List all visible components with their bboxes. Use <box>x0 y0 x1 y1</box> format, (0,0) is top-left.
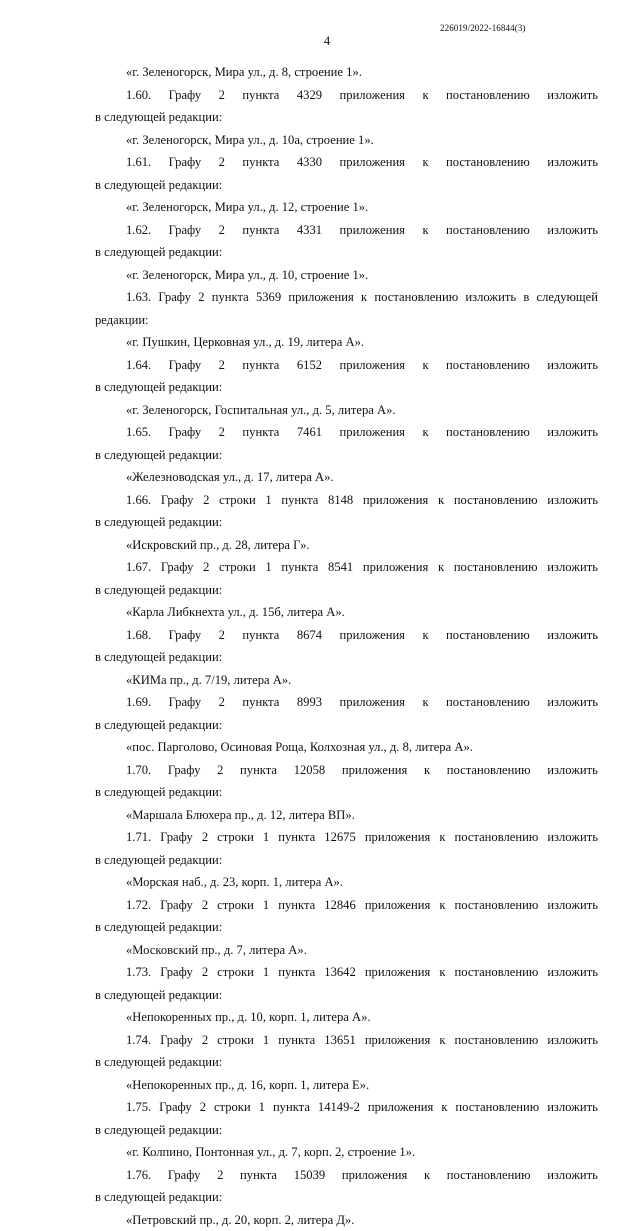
amendment-word: пункта <box>281 489 318 512</box>
amendment-word: к <box>439 826 445 849</box>
amendment-word: постановлению <box>446 151 530 174</box>
amendment-word: 1 <box>263 826 269 849</box>
document-number: 226019/2022-16844(3) <box>440 23 526 33</box>
amendment-word: Графу <box>160 826 193 849</box>
amendment-continuation: в следующей редакции: <box>95 106 598 129</box>
amendment-word: изложить <box>547 421 598 444</box>
amendment-word: 5369 <box>256 286 281 309</box>
amendment-word: постановлению <box>454 894 538 917</box>
amendment-address: «Непокоренных пр., д. 10, корп. 1, литера А». <box>95 1006 598 1029</box>
amendment-word: пункта <box>212 286 249 309</box>
amendment-word: 1 <box>263 894 269 917</box>
amendment-word: постановлению <box>447 1164 531 1187</box>
amendment-word: пункта <box>240 759 277 782</box>
amendment-word: 1.62. <box>126 219 151 242</box>
amendment-word: 4329 <box>297 84 322 107</box>
amendment-word: 2 <box>219 354 225 377</box>
amendment-word: постановлению <box>454 826 538 849</box>
amendment-word: к <box>439 961 445 984</box>
amendment-word: приложения <box>288 286 353 309</box>
amendment-word: пункта <box>242 151 279 174</box>
amendment-word: приложения <box>340 421 405 444</box>
amendment-line <box>95 961 598 984</box>
amendment-word: пункта <box>242 354 279 377</box>
amendment-word: 2 <box>202 826 208 849</box>
amendment-word: 1.74. <box>126 1029 151 1052</box>
document-body <box>95 61 598 1231</box>
amendment-word: следующей <box>537 286 598 309</box>
amendment-word: в <box>523 286 529 309</box>
amendment-address: «г. Колпино, Понтонная ул., д. 7, корп. 2, строение 1». <box>95 1141 598 1164</box>
amendment-continuation: в следующей редакции: <box>95 1051 598 1074</box>
amendment-word: приложения <box>365 961 430 984</box>
amendment-word: приложения <box>340 691 405 714</box>
amendment-word: строки <box>217 894 254 917</box>
amendment-word: 14149-2 <box>318 1096 360 1119</box>
amendment-continuation: в следующей редакции: <box>95 579 598 602</box>
amendment-word: к <box>439 1029 445 1052</box>
amendment-word: к <box>361 286 367 309</box>
amendment-word: постановлению <box>447 759 531 782</box>
amendment-word: приложения <box>368 1096 433 1119</box>
amendment-address: «г. Зеленогорск, Госпитальная ул., д. 5, литера А». <box>95 399 598 422</box>
amendment-word: постановлению <box>446 219 530 242</box>
amendment-word: постановлению <box>455 1096 539 1119</box>
amendment-word: постановлению <box>446 421 530 444</box>
amendment-word: Графу <box>169 219 202 242</box>
amendment-continuation: в следующей редакции: <box>95 714 598 737</box>
amendment-continuation: в следующей редакции: <box>95 916 598 939</box>
amendment-continuation: в следующей редакции: <box>95 781 598 804</box>
amendment-word: 2 <box>217 759 223 782</box>
amendment-word: приложения <box>340 84 405 107</box>
amendment-word: 2 <box>219 421 225 444</box>
amendment-continuation: в следующей редакции: <box>95 984 598 1007</box>
amendment-word: 2 <box>202 894 208 917</box>
amendment-line <box>95 624 598 647</box>
amendment-word: 12675 <box>324 826 355 849</box>
amendment-address: «г. Пушкин, Церковная ул., д. 19, литера А». <box>95 331 598 354</box>
amendment-word: 2 <box>200 1096 206 1119</box>
amendment-word: пункта <box>278 894 315 917</box>
amendment-word: Графу <box>169 84 202 107</box>
amendment-word: 1.75. <box>126 1096 151 1119</box>
amendment-word: изложить <box>547 759 598 782</box>
amendment-word: 1 <box>263 961 269 984</box>
amendment-word: постановлению <box>454 961 538 984</box>
amendment-continuation: в следующей редакции: <box>95 174 598 197</box>
amendment-word: постановлению <box>446 354 530 377</box>
amendment-word: 2 <box>203 489 209 512</box>
amendment-word: 2 <box>202 1029 208 1052</box>
amendment-word: к <box>441 1096 447 1119</box>
amendment-continuation: в следующей редакции: <box>95 376 598 399</box>
amendment-word: к <box>422 219 428 242</box>
amendment-line <box>95 1164 598 1187</box>
amendment-word: постановлению <box>454 1029 538 1052</box>
amendment-word: приложения <box>342 1164 407 1187</box>
amendment-word: к <box>438 489 444 512</box>
amendment-word: приложения <box>342 759 407 782</box>
amendment-line <box>95 151 598 174</box>
amendment-word: изложить <box>547 489 598 512</box>
amendment-word: к <box>424 1164 430 1187</box>
amendment-continuation: в следующей редакции: <box>95 444 598 467</box>
amendment-address: «Морская наб., д. 23, корп. 1, литера А». <box>95 871 598 894</box>
amendment-word: 8993 <box>297 691 322 714</box>
amendment-word: 2 <box>198 286 204 309</box>
amendment-continuation: в следующей редакции: <box>95 241 598 264</box>
amendment-line <box>95 826 598 849</box>
amendment-word: 6152 <box>297 354 322 377</box>
amendment-word: к <box>422 691 428 714</box>
amendment-word: 13651 <box>324 1029 355 1052</box>
amendment-word: Графу <box>161 556 194 579</box>
amendment-word: 2 <box>219 691 225 714</box>
amendment-word: строки <box>217 1029 254 1052</box>
amendment-word: Графу <box>160 894 193 917</box>
amendment-word: 2 <box>219 84 225 107</box>
amendment-word: 1.76. <box>126 1164 151 1187</box>
amendment-word: пункта <box>281 556 318 579</box>
amendment-word: 1.70. <box>126 759 151 782</box>
amendment-line <box>95 219 598 242</box>
amendment-word: 4331 <box>297 219 322 242</box>
amendment-continuation: в следующей редакции: <box>95 646 598 669</box>
amendment-word: изложить <box>465 286 516 309</box>
amendment-address: «г. Зеленогорск, Мира ул., д. 10, строение 1». <box>95 264 598 287</box>
amendment-word: 8148 <box>328 489 353 512</box>
amendment-address: «Карла Либкнехта ул., д. 15б, литера А». <box>95 601 598 624</box>
amendment-word: 1.67. <box>126 556 151 579</box>
amendment-word: Графу <box>158 286 191 309</box>
amendment-word: приложения <box>340 624 405 647</box>
amendment-line <box>95 556 598 579</box>
amendment-line <box>95 421 598 444</box>
amendment-continuation: редакции: <box>95 309 598 332</box>
amendment-line <box>95 691 598 714</box>
amendment-address: «Железноводская ул., д. 17, литера А». <box>95 466 598 489</box>
amendment-line <box>95 84 598 107</box>
amendment-continuation: в следующей редакции: <box>95 1186 598 1209</box>
amendment-word: Графу <box>169 421 202 444</box>
amendment-word: 2 <box>219 151 225 174</box>
amendment-word: 13642 <box>324 961 355 984</box>
amendment-word: Графу <box>169 624 202 647</box>
amendment-word: 1.63. <box>126 286 151 309</box>
amendment-word: постановлению <box>374 286 458 309</box>
amendment-line <box>95 286 598 309</box>
amendment-word: 2 <box>217 1164 223 1187</box>
amendment-word: изложить <box>547 624 598 647</box>
amendment-word: 2 <box>219 624 225 647</box>
amendment-word: приложения <box>340 151 405 174</box>
amendment-line <box>95 759 598 782</box>
amendment-word: Графу <box>168 1164 201 1187</box>
amendment-word: пункта <box>242 691 279 714</box>
amendment-word: к <box>439 894 445 917</box>
amendment-word: приложения <box>365 1029 430 1052</box>
amendment-word: постановлению <box>454 556 538 579</box>
amendment-word: постановлению <box>446 624 530 647</box>
amendment-continuation: в следующей редакции: <box>95 849 598 872</box>
amendment-word: Графу <box>161 489 194 512</box>
amendment-word: приложения <box>363 489 428 512</box>
amendment-word: Графу <box>169 354 202 377</box>
amendment-address: «Непокоренных пр., д. 16, корп. 1, литера Е». <box>95 1074 598 1097</box>
continuation-address: «г. Зеленогорск, Мира ул., д. 8, строение 1». <box>95 61 598 84</box>
amendment-word: к <box>422 151 428 174</box>
amendment-word: пункта <box>278 826 315 849</box>
amendment-word: изложить <box>547 1029 598 1052</box>
amendment-word: пункта <box>242 84 279 107</box>
amendment-word: 1 <box>259 1096 265 1119</box>
amendment-word: 1 <box>265 556 271 579</box>
amendment-word: пункта <box>273 1096 310 1119</box>
amendment-word: 8674 <box>297 624 322 647</box>
amendment-word: 4330 <box>297 151 322 174</box>
amendment-word: 1 <box>263 1029 269 1052</box>
amendment-continuation: в следующей редакции: <box>95 511 598 534</box>
amendment-word: 1.65. <box>126 421 151 444</box>
amendment-word: 7461 <box>297 421 322 444</box>
amendment-continuation: в следующей редакции: <box>95 1119 598 1142</box>
amendment-word: 15039 <box>294 1164 325 1187</box>
amendment-word: Графу <box>169 691 202 714</box>
amendment-word: 2 <box>202 961 208 984</box>
amendment-word: пункта <box>240 1164 277 1187</box>
amendment-word: приложения <box>365 826 430 849</box>
amendment-word: к <box>424 759 430 782</box>
amendment-word: строки <box>217 826 254 849</box>
amendment-word: 1.64. <box>126 354 151 377</box>
page-number: 4 <box>320 33 334 49</box>
amendment-word: изложить <box>547 894 598 917</box>
amendment-word: 1.61. <box>126 151 151 174</box>
amendment-word: 1.66. <box>126 489 151 512</box>
amendment-word: к <box>438 556 444 579</box>
amendment-word: 1.73. <box>126 961 151 984</box>
amendment-word: 12846 <box>324 894 355 917</box>
amendment-word: Графу <box>168 759 201 782</box>
amendment-word: изложить <box>547 691 598 714</box>
amendment-word: 8541 <box>328 556 353 579</box>
amendment-word: приложения <box>363 556 428 579</box>
amendment-word: пункта <box>242 421 279 444</box>
amendment-word: пункта <box>242 219 279 242</box>
amendment-line <box>95 1029 598 1052</box>
amendment-word: приложения <box>365 894 430 917</box>
amendment-word: 1.68. <box>126 624 151 647</box>
amendment-address: «Московский пр., д. 7, литера А». <box>95 939 598 962</box>
amendment-word: Графу <box>160 1029 193 1052</box>
amendment-word: 1.69. <box>126 691 151 714</box>
amendment-address: «пос. Парголово, Осиновая Роща, Колхозная ул., д. 8, литера А». <box>95 736 598 759</box>
amendment-word: 1.60. <box>126 84 151 107</box>
amendment-word: пункта <box>278 961 315 984</box>
amendment-word: к <box>422 84 428 107</box>
amendment-word: постановлению <box>454 489 538 512</box>
amendment-word: к <box>422 354 428 377</box>
amendment-address: «Искровский пр., д. 28, литера Г». <box>95 534 598 557</box>
amendment-address: «Маршала Блюхера пр., д. 12, литера ВП». <box>95 804 598 827</box>
amendment-line <box>95 1096 598 1119</box>
amendment-word: постановлению <box>446 84 530 107</box>
amendment-word: 2 <box>219 219 225 242</box>
amendment-word: Графу <box>160 961 193 984</box>
amendment-word: строки <box>217 961 254 984</box>
amendment-word: изложить <box>547 1096 598 1119</box>
amendment-word: изложить <box>547 961 598 984</box>
amendment-word: строки <box>219 489 256 512</box>
amendment-address: «г. Зеленогорск, Мира ул., д. 12, строение 1». <box>95 196 598 219</box>
amendment-word: строки <box>219 556 256 579</box>
amendment-word: 1.72. <box>126 894 151 917</box>
amendment-word: 12058 <box>294 759 325 782</box>
amendment-word: приложения <box>340 219 405 242</box>
amendment-word: 1.71. <box>126 826 151 849</box>
amendment-word: изложить <box>547 219 598 242</box>
amendment-word: изложить <box>547 556 598 579</box>
amendment-word: Графу <box>159 1096 192 1119</box>
amendment-address: «Петровский пр., д. 20, корп. 2, литера Д». <box>95 1209 598 1231</box>
amendment-word: Графу <box>169 151 202 174</box>
amendment-word: изложить <box>547 1164 598 1187</box>
amendment-word: 1 <box>265 489 271 512</box>
amendment-line <box>95 489 598 512</box>
amendment-line <box>95 354 598 377</box>
amendment-word: к <box>422 421 428 444</box>
amendment-word: к <box>422 624 428 647</box>
amendment-word: приложения <box>340 354 405 377</box>
amendment-word: 2 <box>203 556 209 579</box>
amendment-address: «г. Зеленогорск, Мира ул., д. 10а, строение 1». <box>95 129 598 152</box>
amendment-word: строки <box>214 1096 251 1119</box>
amendment-word: пункта <box>242 624 279 647</box>
amendment-word: изложить <box>547 826 598 849</box>
amendment-word: изложить <box>547 354 598 377</box>
amendment-word: постановлению <box>446 691 530 714</box>
amendment-word: изложить <box>547 84 598 107</box>
amendment-word: пункта <box>278 1029 315 1052</box>
amendment-address: «КИМа пр., д. 7/19, литера А». <box>95 669 598 692</box>
amendment-word: изложить <box>547 151 598 174</box>
